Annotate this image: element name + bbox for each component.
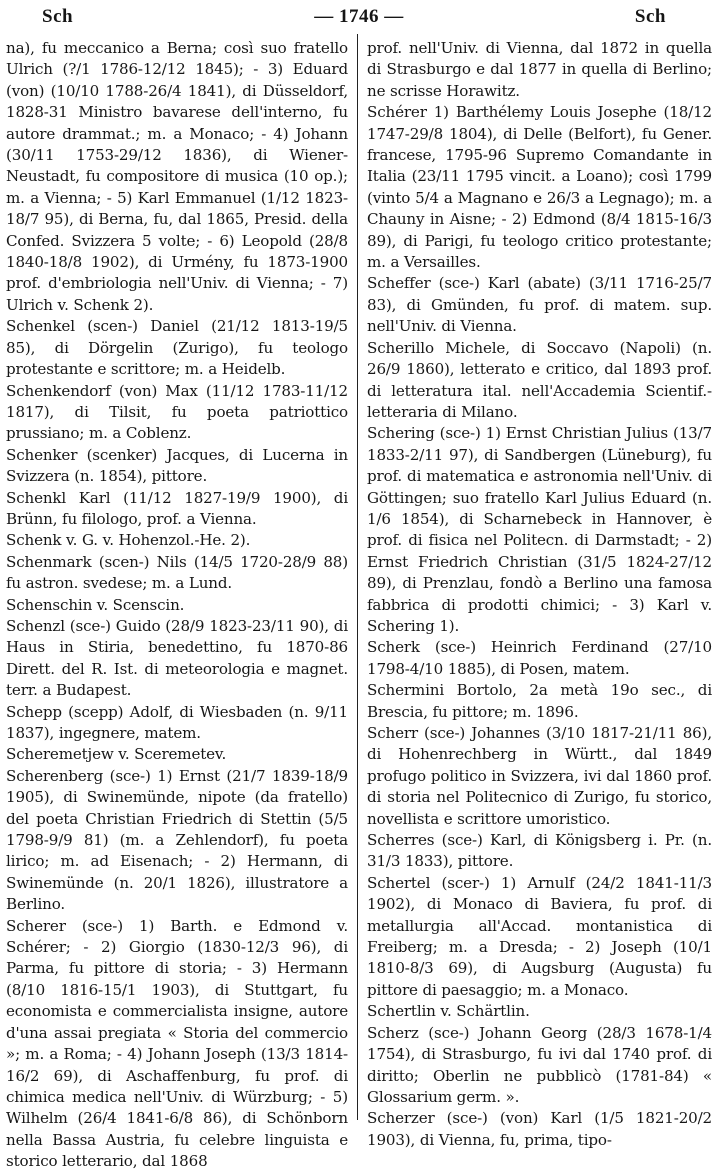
entry-schenschin: Schenschin v. Scenscin. [6,595,185,614]
entry-scherk: Scherk (sce-) Heinrich Ferdinand (27/10 1798-4/10 1885), di Posen, matem. [367,638,712,678]
entry-schenmark: Schenmark (scen-) Nils (14/5 1720-28/9 88) fu astron. svedese; m. a Lund. [6,552,348,593]
entry-scherz: Scherz (sce-) Johann Georg (28/3 1678-1/4 1754), di Strasburgo, fu ivi dal 1740 prof. di diritto; Oberlin ne pubblicò (1781-84) « Glossarium germ. ». [367,1023,712,1106]
entry-continuation: na), fu meccanico a Berna; così suo fratello Ulrich (?/1 1786-12/12 1845); - 3) Eduard (von) (10/10 1788-26/4 1841), di Düsseldorf, 1828-31 Ministro bavarese dell'interno, fu autore drammat.; m. a Monaco; - 4) Johann (30/11 1753-29/12 1836), di Wiener-Neustadt, fu compositore di musica (10 op.); m. a Vienna; - 5) Karl Emmanuel (1/12 1823-18/7 95), di Berna, fu, dal 1865, Presid. della Confed. Svizzera 5 volte; - 6) Leopold (28/8 1840-18/8 1902), di Urmény, fu 1873-1900 prof. d'embriologia nell'Univ. di Vienna; - 7) Ulrich v. Schenk 2). [6,39,348,314]
right-column [367,38,712,1151]
column-divider [357,34,358,1120]
entry-scheremetjew: Scheremetjew v. Sceremetev. [6,745,227,764]
page-number: — 1746 — [314,6,404,27]
running-head-right: Sch [634,6,666,27]
running-head-left: Sch [42,6,74,27]
entry-scherer-accent: Schérer 1) Barthélemy Louis Josephe (18/12 1747-29/8 1804), di Delle (Belfort), fu Gener. francese, 1795-96 Supremo Comandante in Italia (23/11 1795 vincit. a Loano); così 1799 (vinto 5/4 a Magnano e 26/3 a Legnago); m. a Chauny in Aisne; - 2) Edmond (8/4 1815-16/3 89), di Parigi, fu teologo critico protestante; m. a Versailles. [367,103,712,272]
entry-schertlin: Schertlin v. Schärtlin. [367,1002,530,1021]
entry-schepp: Schepp (scepp) Adolf, di Wiesbaden (n. 9/11 1837), ingegnere, matem. [6,702,348,742]
left-column [6,38,348,1173]
entry-schenzl: Schenzl (sce-) Guido (28/9 1823-23/11 90), di Haus in Stiria, benedettino, fu 1870-86 Dirett. del R. Ist. di meteorologia e magnet. terr. a Budapest. [6,616,348,700]
entry-scherzer: Scherzer (sce-) (von) Karl (1/5 1821-20/2 1903), di Vienna, fu, prima, tipo- [367,1109,712,1149]
entry-schenker: Schenker (scenker) Jacques, di Lucerna in Svizzera (n. 1854), pittore. [6,445,348,486]
page-header [0,0,718,30]
entry-scheffer: Scheffer (sce-) Karl (abate) (3/11 1716-25/7 83), di Gmünden, fu prof. di matem. sup. nell'Univ. di Vienna. [367,274,712,336]
entry-schering: Schering (sce-) 1) Ernst Christian Julius (13/7 1833-2/11 97), di Sandbergen (Lüneburg), fu prof. di matematica e astronomia nell'Univ. di Göttingen; suo fratello Karl Julius Eduard (n. 1/6 1854), di Scharnebeck in Hannover, è prof. di fisica nel Politecn. di Darmstadt; - 2) Ernst Friedrich Christian (31/5 1824-27/12 89), di Prenzlau, fondò a Berlino una famosa fabbrica di prodotti chimici; - 3) Karl v. Schering 1). [367,424,712,635]
entry-schertel: Schertel (scer-) 1) Arnulf (24/2 1841-11/3 1902), di Monaco di Baviera, fu prof. di metallurgia all'Accad. montanistica di Freiberg; m. a Dresda; - 2) Joseph (10/1 1810-8/3 69), di Augsburg (Augusta) fu pittore di paesaggio; m. a Monaco. [367,873,712,999]
entry-scherer: Scherer (sce-) 1) Barth. e Edmond v. Schérer; - 2) Giorgio (1830-12/3 96), di Parma, fu pittore di storia; - 3) Hermann (8/10 1816-15/1 1903), di Stuttgart, fu economista e commercialista insigne, autore d'una assai pregiata « Storia del commercio »; m. a Roma; - 4) Johann Joseph (13/3 1814-16/2 69), di Aschaffenburg, fu prof. di chimica medica nell'Univ. di Würzburg; - 5) Wilhelm (26/4 1841-6/8 86), di Schönborn nella Bassa Austria, fu celebre linguista e storico letterario, dal 1868 [6,916,348,1171]
entry-schenkel: Schenkel (scen-) Daniel (21/12 1813-19/5 85), di Dörgelin (Zurigo), fu teologo protestante e scrittore; m. a Heidelb. [6,317,348,379]
entry-scherr: Scherr (sce-) Johannes (3/10 1817-21/11 86), di Hohenrechberg in Württ., dal 1849 profugo politico in Svizzera, ivi dal 1860 prof. di storia nel Politecnico di Zurigo, fu storico, novellista e scrittore umoristico. [367,724,712,828]
entry-scherenberg: Scherenberg (sce-) 1) Ernst (21/7 1839-18/9 1905), di Swinemünde, nipote (da fratello) del poeta Christian Friedrich di Stettin (5/5 1798-9/9 81) (m. a Zehlendorf), fu poeta lirico; m. ad Eisenach; - 2) Hermann, di Swinemünde (n. 20/1 1826), illustratore a Berlino. [6,766,348,914]
entry-schenkl: Schenkl Karl (11/12 1827-19/9 1900), di Brünn, fu filologo, prof. a Vienna. [6,488,348,528]
entry-scherillo: Scherillo Michele, di Soccavo (Napoli) (n. 26/9 1860), letterato e critico, dal 1893 prof. di letteratura ital. nell'Accademia Scientif.-letteraria di Milano. [367,338,712,421]
entry-schenk-v-g: Schenk v. G. v. Hohenzol.-He. 2). [6,531,251,550]
entry-continuation: prof. nell'Univ. di Vienna, dal 1872 in quella di Strasburgo e dal 1877 in quella di Berlino; ne scrisse Horawitz. [367,39,712,100]
entry-schermini: Schermini Bortolo, 2a metà 19o sec., di Brescia, fu pittore; m. 1896. [367,681,712,721]
entry-scherres: Scherres (sce-) Karl, di Königsberg i. Pr. (n. 31/3 1833), pittore. [367,831,712,871]
entry-schenkendorf: Schenkendorf (von) Max (11/12 1783-11/12 1817), di Tilsit, fu poeta patriottico prussiano; m. a Coblenz. [6,381,348,443]
